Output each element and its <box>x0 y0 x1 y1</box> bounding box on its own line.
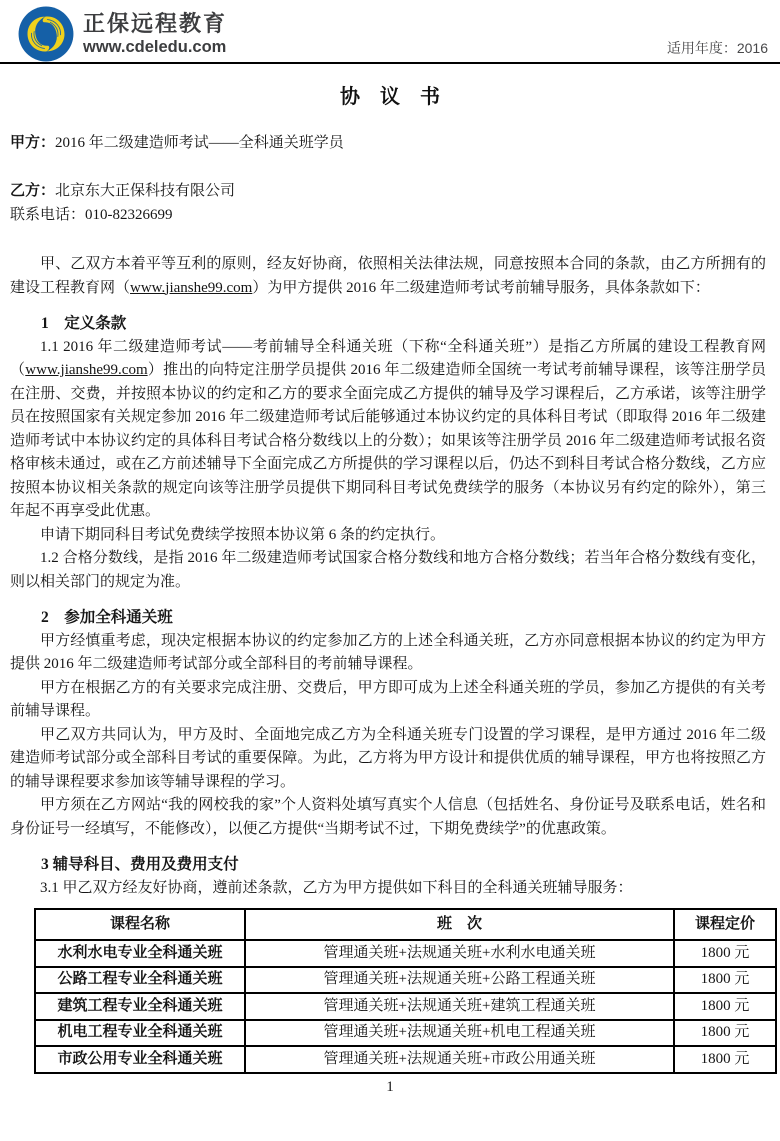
contact-phone-label: 联系电话： <box>10 207 86 223</box>
party-a-value: 2016 年二级建造师考试——全科通关班学员 <box>55 135 344 151</box>
zhengbao-swirl-logo-icon <box>18 6 74 62</box>
column-header-price: 课程定价 <box>674 909 776 940</box>
document-body <box>0 131 780 1074</box>
preamble-text-post: ）为甲方提供 2016 年二级建造师考试考前辅导服务，具体条款如下： <box>252 279 710 296</box>
classes-cell: 管理通关班+法规通关班+建筑工程通关班 <box>245 993 674 1020</box>
classes-cell: 管理通关班+法规通关班+市政公用通关班 <box>245 1046 674 1073</box>
section-2-heading: 2 参加全科通关班 <box>41 609 173 626</box>
section-1-heading: 1 定义条款 <box>41 315 127 332</box>
document-title: 协 议 书 <box>340 86 440 108</box>
clause-1-1-text-pre: 1.1 2016 年二级建造师考试——考前辅导全科通关班（下称“全科通关班”）是指乙方所属的建设工程教育网（ <box>10 338 766 378</box>
course-name-cell: 公路工程专业全科通关班 <box>35 967 245 994</box>
clause-1-2-paragraph: 1.2 合格分数线，是指 2016 年二级建造师考试国家合格分数线和地方合格分数线；若当年合格分数线有变化，则以相关部门的规定为准。 <box>10 550 766 590</box>
table-row <box>35 993 776 1020</box>
party-a-label: 甲方： <box>10 135 56 151</box>
price-cell: 1800 元 <box>674 1020 776 1047</box>
section-3-heading: 3 辅导科目、费用及费用支付 <box>41 856 239 873</box>
table-row <box>35 967 776 994</box>
party-a-line <box>10 131 766 155</box>
course-table-body <box>35 940 776 1073</box>
section-2-paragraph-4: 甲方须在乙方网站“我的网校我的家”个人资料处填写真实个人信息（包括姓名、身份证号及联系电话，姓名和身份证号一经填写，不能修改），以便乙方提供“当期考试不过，下期免费续学”的优惠政策。 <box>10 797 766 837</box>
section-2-paragraph-3: 甲乙双方共同认为，甲方及时、全面地完成乙方为全科通关班专门设置的学习课程，是甲方通过 2016 年二级建造师考试部分或全部科目考试的重要保障。为此，乙方将为甲方设计和提供优质的辅导课程，甲方也将按照乙方的辅导课程要求参加该等辅导课程的学习。 <box>10 726 766 790</box>
page-footer <box>0 1078 780 1096</box>
section-2-paragraph-2: 甲方在根据乙方的有关要求完成注册、交费后，甲方即可成为上述全科通关班的学员，参加乙方提供的有关考前辅导课程。 <box>10 679 766 719</box>
column-header-classes: 班 次 <box>245 909 674 940</box>
column-header-course-name: 课程名称 <box>35 909 245 940</box>
course-name-cell: 机电工程专业全科通关班 <box>35 1020 245 1047</box>
course-name-cell: 水利水电专业全科通关班 <box>35 940 245 967</box>
page-number: 1 <box>386 1078 394 1095</box>
brand-name: 正保远程教育 <box>83 11 228 36</box>
preamble-text-pre: 甲、乙双方本着平等互利的原则，经友好协商，依照相关法律法规，同意按照本合同的条款，由乙方所拥有的建设工程教育网（ <box>10 256 766 296</box>
table-header-row <box>35 909 776 940</box>
classes-cell: 管理通关班+法规通关班+水利水电通关班 <box>245 940 674 967</box>
clause-1-1-text-post: ）推出的向特定注册学员提供 2016 年二级建造师全国统一考试考前辅导课程，该等注册学员在注册、交费，并按照本协议的约定和乙方的要求全面完成乙方提供的辅导及学习课程后，乙方承诺，该等注册学员在按照国家有关规定参加 2016 年二级建造师考试后能够通过本协议约定的具体科目考试（即取得 2016 年二级建造师考试中本协议约定的具体科目考试合格分数线以上的分数）；如果该等注册学员 2016 年二级建造师考试报名资格审核未通过，或在乙方前述辅导下全面完成乙方所提供的学习课程以后，仍达不到科目考试合格分数线，乙方应按照本协议相关条款的规定向该等注册学员提供下期同科目考试免费续学的服务（本协议另有约定的除外），第三年起不再享受此优惠。 <box>10 362 766 519</box>
brand-text <box>83 11 227 57</box>
applicable-year-label: 适用年度：2016 <box>666 40 768 56</box>
brand-website: www.cdeledu.com <box>83 38 227 56</box>
clause-3-1-paragraph: 3.1 甲乙双方经友好协商，遵前述条款，乙方为甲方提供如下科目的全科通关班辅导服务： <box>40 879 633 896</box>
contact-phone-line <box>10 203 766 227</box>
jianshe99-url: www.jianshe99.com <box>25 362 148 378</box>
course-name-cell: 建筑工程专业全科通关班 <box>35 993 245 1020</box>
table-row <box>35 1020 776 1047</box>
classes-cell: 管理通关班+法规通关班+机电工程通关班 <box>245 1020 674 1047</box>
clause-1-1-paragraph <box>10 336 766 524</box>
section-2-paragraph-1: 甲方经慎重考虑，现决定根据本协议的约定参加乙方的上述全科通关班，乙方亦同意根据本协议的约定为甲方提供 2016 年二级建造师考试部分或全部科目的考前辅导课程。 <box>10 632 766 672</box>
page-header <box>0 0 780 64</box>
course-name-cell: 市政公用专业全科通关班 <box>35 1046 245 1073</box>
table-row <box>35 940 776 967</box>
classes-cell: 管理通关班+法规通关班+公路工程通关班 <box>245 967 674 994</box>
preamble-paragraph <box>10 253 766 300</box>
contact-phone-value: 010-82326699 <box>85 207 173 223</box>
table-row <box>35 1046 776 1073</box>
price-cell: 1800 元 <box>674 940 776 967</box>
price-cell: 1800 元 <box>674 1046 776 1073</box>
party-b-value: 北京东大正保科技有限公司 <box>55 183 236 199</box>
party-b-line <box>10 179 766 203</box>
jianshe99-url: www.jianshe99.com <box>130 279 253 296</box>
price-cell: 1800 元 <box>674 967 776 994</box>
course-table-header <box>35 909 776 940</box>
price-cell: 1800 元 <box>674 993 776 1020</box>
brand <box>18 6 227 62</box>
party-b-label: 乙方： <box>10 183 56 199</box>
course-pricing-table <box>34 908 777 1074</box>
clause-1-1-note-paragraph: 申请下期同科目考试免费续学按照本协议第 6 条的约定执行。 <box>40 526 446 543</box>
